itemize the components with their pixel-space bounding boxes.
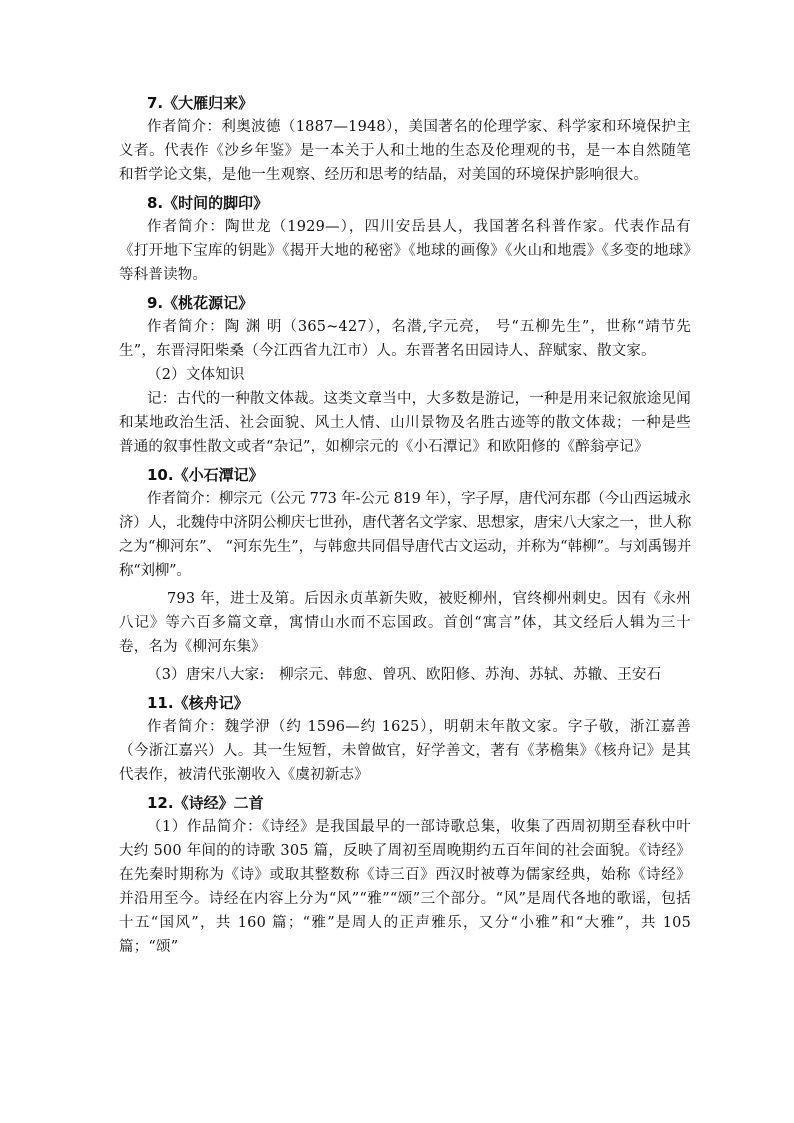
section-heading-7: 7.《大雁归来》: [147, 94, 254, 112]
document-body: [119, 91, 691, 959]
author-intro-paragraph: 作者简介：陶 渊 明（365~427），名潜,字元亮， 号“五柳先生”，世称“靖节先生”，东晋浔阳柴桑（今江西省九江市）人。东晋著名田园诗人、辞赋家、散文家。: [119, 319, 691, 359]
author-intro-paragraph: 作者简介：陶世龙（1929—），四川安岳县人，我国著名科普作家。代表作品有《打开地下宝库的钥匙》《揭开大地的秘密》《地球的画像》《火山和地震》《多变的地球》等科普读物。: [119, 219, 691, 283]
section-heading-10: 10.《小石潭记》: [147, 466, 264, 484]
author-intro-paragraph: 作者简介：利奥波德（1887—1948），美国著名的伦理学家、科学家和环境保护主义者。代表作《沙乡年鉴》是一本关于人和土地的生态及伦理观的书，是一本自然随笔和哲学论文集，是他一生观察、经历和思考的结晶，对美国的环境保护影响很大。: [119, 119, 691, 183]
author-intro-paragraph: 作者简介：魏学洢（约 1596—约 1625），明朝末年散文家。字子敬，浙江嘉善（今浙江嘉兴）人。其一生短暂，未曾做官，好学善文，著有《茅檐集》《核舟记》是其代表作，被清代张潮收入《虞初新志》: [119, 719, 691, 783]
section-heading-9: 9.《桃花源记》: [147, 294, 254, 312]
section-heading-11: 11.《核舟记》: [147, 694, 249, 712]
genre-knowledge-paragraph: 记：古代的一种散文体裁。这类文章当中，大多数是游记，一种是用来记叙旅途见闻和某地政治生活、社会面貌、风土人情、山川景物及名胜古迹等的散文体裁；一种是些普通的叙事性散文或者“杂记”，如柳宗元的《小石潭记》和欧阳修的《醉翁亭记》: [119, 391, 691, 455]
work-intro-paragraph: （1）作品简介：《诗经》是我国最早的一部诗歌总集，收集了西周初期至春秋中叶大约 500 年间的的诗歌 305 篇，反映了周初至周晚期约五百年间的社会面貌。《诗经》在先秦时期称为《诗》或取其整数称《诗三百》西汉时被尊为儒家经典，始称《诗经》并沿用至今。诗经在内容上分为“风”“雅”“颂”三个部分。“风”是周代各地的歌谣，包括十五“国风”，共 160 篇；“雅”是周人的正声雅乐，又分“小雅”和“大雅”，共 105 篇；“颂”: [119, 819, 691, 955]
eight-masters-line: （3）唐宋八大家: 柳宗元、韩愈、曾巩、欧阳修、苏洵、苏轼、苏辙、王安石: [147, 667, 662, 683]
author-intro-paragraph: 作者简介：柳宗元（公元 773 年-公元 819 年），字子厚，唐代河东郡（今山西运城永济）人，北魏侍中济阴公柳庆七世孙，唐代著名文学家、思想家，唐宋八大家之一，世人称之为“柳河东”、 “河东先生”，与韩愈共同倡导唐代古文运动，并称为“韩柳”。与刘禹锡并称“刘柳”。: [119, 491, 691, 579]
biography-paragraph: 793 年，进士及第。后因永贞革新失败，被贬柳州，官终柳州刺史。因有《永州八记》等六百多篇文章，寓情山水而不忘国政。首创“寓言”体，其文经后人辑为三十卷，名为《柳河东集》: [119, 591, 691, 655]
section-heading-12: 12.《诗经》二首: [147, 794, 264, 812]
subsection-label: （2）文体知识: [147, 367, 245, 383]
section-heading-8: 8.《时间的脚印》: [147, 194, 269, 212]
